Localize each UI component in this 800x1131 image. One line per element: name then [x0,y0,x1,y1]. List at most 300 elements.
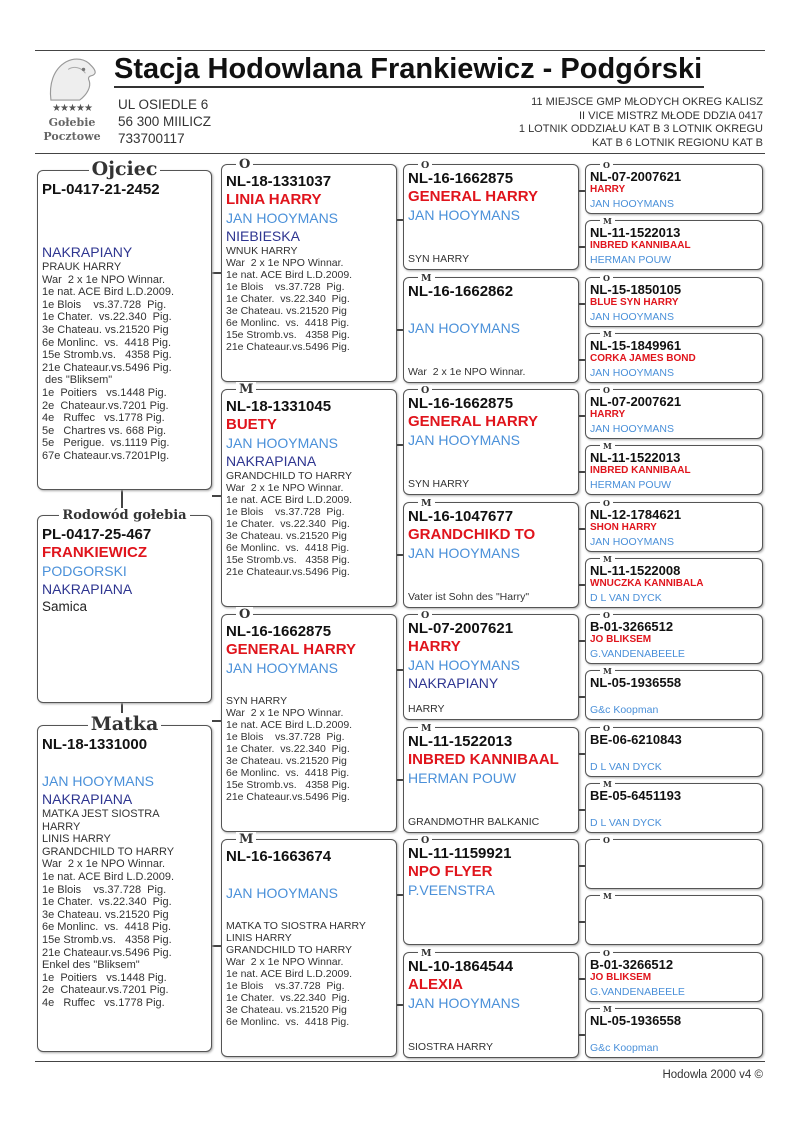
legend-wrap [418,833,432,845]
sex-legend: O [600,610,613,620]
note-line: 3e Chateau. vs.21520 Pig [42,908,169,921]
owner: PODGORSKI [42,563,127,579]
legend-wrap [418,721,435,733]
ring-number: NL-15-1850105 [590,282,682,297]
legend-wrap [236,606,253,622]
great-grandmother-card[interactable] [403,498,579,608]
owner: HERMAN POUW [590,254,672,266]
card-content [590,169,759,211]
note-line: HARRY [42,820,81,833]
owner: JAN HOOYMANS [226,885,339,901]
owner: JAN HOOYMANS [590,198,675,210]
owner: JAN HOOYMANS [590,367,675,379]
note-line: 21e Chateaur.vs.5496 Pig. [226,791,350,803]
owner: JAN HOOYMANS [408,657,521,673]
note-line: 3e Chateau. vs.21520 Pig [42,323,169,336]
note-line: 21e Chateaur.vs.5496 Pig. [226,566,350,578]
note-line: GRANDMOTHR BALKANIC [408,816,540,828]
ring-number: NL-15-1849961 [590,338,682,353]
owner: JAN HOOYMANS [226,435,339,451]
honor-line: II VICE MISTRZ MŁODE DDZIA 0417 [579,109,763,122]
legend-wrap [600,553,615,563]
note-line: 1e nat. ACE Bird L.D.2009. [42,286,175,299]
legend-wrap [600,215,615,225]
legend-wrap [600,384,613,394]
great-grandfather-card[interactable] [403,835,579,945]
ring-number: NL-16-1662875 [226,623,332,640]
legend-wrap [600,328,615,338]
gen4-cock-card[interactable] [585,160,763,214]
pigeon-color: NAKRAPIANA [226,453,317,469]
note-line: 6e Monlinc. vs. 4418 Pig. [226,1016,350,1028]
gen4-hen-card[interactable] [585,891,763,945]
pigeon-name: GENERAL HARRY [226,641,357,658]
gen4-cock-card[interactable] [585,610,763,664]
note-line: 1e Blois vs.37.728 Pig. [42,883,167,896]
gen4-hen-card[interactable] [585,216,763,270]
owner: JAN HOOYMANS [590,311,675,323]
legend-wrap [600,722,613,732]
card-content [226,623,393,829]
note-line: des "Bliksem" [42,374,113,387]
card-content [590,844,759,886]
ring-number: NL-07-2007621 [590,394,682,409]
legend-wrap [600,834,613,844]
sex-legend: M [418,273,435,284]
sex-legend: O [600,385,613,395]
owner: JAN HOOYMANS [42,773,155,789]
gen4-hen-card[interactable] [585,554,763,608]
owner: D L VAN DYCK [590,592,662,604]
gen4-cock-card[interactable] [585,273,763,327]
owner: G&c Koopman [590,704,659,716]
address-phone: 733700117 [118,131,185,146]
note-line: PRAUK HARRY [42,261,122,273]
pigeon-name: HARRY [408,638,461,655]
mother-card[interactable] [37,713,212,1052]
note-line: 1e Chater. vs.22.340 Pig. [226,518,350,530]
sex-legend: M [418,948,435,959]
ring-number: NL-11-1522013 [590,450,681,465]
note-line: 15e Stromb.vs. 4358 Pig. [226,554,350,566]
grandfather-card[interactable] [221,607,397,832]
subject-card[interactable] [37,508,212,703]
pigeon-name: INBRED KANNIBAAL [590,465,691,476]
owner: JAN HOOYMANS [226,660,339,676]
note-line: War 2 x 1e NPO Winnar. [226,707,344,719]
pigeon-color [226,902,393,920]
note-line: 15e Stromb.vs. 4358 Pig. [226,329,350,341]
card-content [590,957,759,999]
pigeon-name [590,803,759,815]
connector [212,495,221,497]
logo-text-1: Gołebie [48,116,96,129]
card-content [408,845,575,941]
note-line [408,928,575,940]
pigeon-color: NAKRAPIANY [408,675,499,691]
gen4-cock-card[interactable] [585,948,763,1002]
owner: JAN HOOYMANS [226,210,339,226]
pigeon-name [590,859,759,871]
legend-wrap [600,609,613,619]
sex-legend: M [600,1004,615,1014]
pigeon-name: SHON HARRY [590,522,657,533]
spacer [42,754,208,772]
note-line: War 2 x 1e NPO Winnar. [42,858,166,871]
note-line: 1e Poitiers vs.1448 Pig. [42,971,167,984]
legend-wrap [600,497,613,507]
sex-legend: M [236,382,256,397]
address-city: 56 300 MIILICZ [118,114,212,129]
sex-legend: O [418,610,432,621]
sex-legend: O [600,498,613,508]
note-line: 1e nat. ACE Bird L.D.2009. [42,870,175,883]
ring-number [590,844,759,859]
card-content [590,563,759,605]
note-line: War 2 x 1e NPO Winnar. [226,956,344,968]
great-grandmother-card[interactable] [403,948,579,1058]
legend-wrap [418,383,432,395]
sex-legend: O [418,385,432,396]
note-line: 21e Chateaur.vs.5496 Pig. [42,361,172,374]
spacer [42,199,208,243]
father-legend: Ojciec [89,158,161,180]
note-line: 1e nat. ACE Bird L.D.2009. [226,269,353,281]
pigeon-color [408,1012,575,1030]
card-content [590,225,759,267]
note-line: 6e Monlinc. vs. 4418 Pig. [42,921,172,934]
pigeon-name: JO BLIKSEM [590,634,652,645]
note-line: 1e nat. ACE Bird L.D.2009. [226,968,353,980]
gen4-hen-card[interactable] [585,666,763,720]
ring-number: NL-10-1864544 [408,958,514,975]
owner: P.VEENSTRA [408,882,495,898]
owner: JAN HOOYMANS [590,536,675,548]
mother-legend: Matka [88,713,162,735]
card-content [590,507,759,549]
great-grandmother-card[interactable] [403,723,579,833]
great-grandmother-card[interactable] [403,273,579,383]
sex-legend: M [236,832,256,847]
card-content [590,900,759,942]
legend-wrap [600,665,615,675]
note-line: War 2 x 1e NPO Winnar. [226,482,344,494]
pigeon-name: LINIA HARRY [226,191,322,208]
owner: JAN HOOYMANS [408,207,521,223]
owner: JAN HOOYMANS [408,995,521,1011]
owner: D L VAN DYCK [590,761,662,773]
sex-legend: M [600,779,615,789]
card-content [590,675,759,717]
gen4-cock-card[interactable] [585,835,763,889]
pigeon-name: JO BLIKSEM [590,972,652,983]
card-content [226,398,393,604]
honors [519,96,763,150]
ring-number: NL-07-2007621 [590,169,682,184]
pigeon-head-icon [44,56,100,102]
pigeon-color: NIEBIESKA [226,228,300,244]
ring-number: BE-05-6451193 [590,788,682,803]
ring-number: NL-16-1047677 [408,508,514,525]
note-line: 3e Chateau. vs.21520 Pig [226,530,347,542]
legend-wrap [600,778,615,788]
note-line: 3e Chateau. vs.21520 Pig [226,1004,347,1016]
legend-wrap [236,831,256,847]
note-line: 1e Chater. vs.22.340 Pig. [226,743,350,755]
note-line: Enkel des "Bliksem" [42,959,140,972]
ring-number: NL-16-1663674 [226,848,332,865]
card-content [408,283,575,379]
note-line: WNUK HARRY [226,245,298,257]
note-line: 15e Stromb.vs. 4358 Pig. [226,779,350,791]
card-content [590,394,759,436]
owner: G&c Koopman [590,1042,659,1054]
pigeon-name: HARRY [590,184,626,195]
card-content [408,733,575,829]
pigeon-name: WNUCZKA KANNIBALA [590,578,704,589]
pigeon-name: ALEXIA [408,976,464,993]
sex-legend: O [600,160,613,170]
pigeon-color: NAKRAPIANA [42,581,133,597]
ring-number: NL-05-1936558 [590,1013,682,1028]
ring-number: B-01-3266512 [590,619,674,634]
pigeon-name [590,747,759,759]
legend-wrap [600,1003,615,1013]
sex-legend: O [418,160,432,171]
sex-legend: O [236,607,253,622]
ring-number: NL-16-1662875 [408,395,514,412]
ring-number: B-01-3266512 [590,957,674,972]
note-line: 67e Chateaur.vs.7201PIg. [42,449,170,462]
legend-wrap [418,608,432,620]
owner: G.VANDENABEELE [590,648,685,660]
note-line: SYN HARRY [408,478,470,490]
honor-line: 1 LOTNIK ODDZIAŁU KAT B 3 LOTNIK OKREGU [518,123,763,135]
great-grandfather-card[interactable] [403,610,579,720]
legend-wrap [418,271,435,283]
gen4-hen-card[interactable] [585,441,763,495]
pigeon-color [408,787,575,805]
sex-legend: M [600,891,615,901]
card-content [590,450,759,492]
ring-number: NL-05-1936558 [590,675,682,690]
gen4-hen-card[interactable] [585,1004,763,1058]
pigeon-name [590,915,759,927]
note-line: 1e Chater. vs.22.340 Pig. [42,896,172,909]
ring-number: NL-11-1522013 [408,733,513,750]
note-line: 21e Chateaur.vs.5496 Pig. [42,946,172,959]
sex-legend: M [418,498,435,509]
sex-legend: M [418,723,435,734]
ring-number: NL-16-1662875 [408,170,514,187]
notes [42,808,208,1010]
sex-legend: O [236,157,253,172]
logo-stars: ★★★★★ [52,103,92,114]
note-line: 6e Monlinc. vs. 4418 Pig. [226,767,350,779]
pigeon-color [408,449,575,467]
card-content [590,1013,759,1055]
pigeon-name: FRANKIEWICZ [42,544,147,561]
note-line: GRANDCHILD TO HARRY [42,845,175,858]
note-line: 1e nat. ACE Bird L.D.2009. [226,719,353,731]
footer-text: Hodowla 2000 v4 © [662,1069,763,1081]
card-content [408,395,575,491]
great-grandfather-card[interactable] [403,385,579,495]
card-content [226,173,393,379]
gen4-cock-card[interactable] [585,385,763,439]
sex-legend: M [600,666,615,676]
pigeon-name [590,690,759,702]
pigeon-name: HARRY [590,409,626,420]
sex-legend: O [418,835,432,846]
pigeon-color: NAKRAPIANA [42,791,133,807]
ring-number: NL-11-1159921 [408,845,512,862]
note-line: 5e Perigue. vs.1119 Pig. [42,437,170,450]
header-rule [35,153,765,154]
owner [590,873,759,886]
honor-line: 11 MIEJSCE GMP MŁODYCH OKREG KALISZ [531,96,763,108]
ring-number: NL-11-1522008 [590,563,681,578]
pigeon-name: GRANDCHIKD TO [408,526,536,543]
ring-number: NL-16-1662862 [408,283,514,300]
notes [42,261,208,463]
legend-wrap [600,272,613,282]
legend-wrap [418,496,435,508]
note-line: 6e Monlinc. vs. 4418 Pig. [42,336,172,349]
gen4-hen-card[interactable] [585,329,763,383]
grandfather-card[interactable] [221,157,397,382]
ring-number: PL-0417-25-467 [42,526,152,543]
ring-number: NL-11-1522013 [590,225,681,240]
note-line: HARRY [408,703,445,715]
father-card[interactable] [37,158,212,490]
owner: JAN HOOYMANS [408,432,521,448]
note-line: 4e Ruffec vs.1778 Pig. [42,996,165,1009]
sex-legend: O [600,948,613,958]
note-line: War 2 x 1e NPO Winnar. [408,366,526,378]
note-line: 1e Chater. vs.22.340 Pig. [226,293,350,305]
ring-number: NL-07-2007621 [408,620,514,637]
subject-legend: Rodowód gołebia [59,508,189,523]
connector [212,945,221,947]
grandmother-card[interactable] [221,832,397,1057]
pigeon-color [408,224,575,242]
ring-number [590,900,759,915]
note-line: 1e Blois vs.37.728 Pig. [226,980,345,992]
pigeon-name: GENERAL HARRY [408,413,539,430]
note-line: 2e Chateaur.vs.7201 Pig. [42,399,169,412]
ring-number: NL-18-1331045 [226,398,332,415]
legend-wrap [236,156,253,172]
pigeon-name [226,866,393,884]
note-line: 3e Chateau. vs.21520 Pig [226,755,347,767]
gen4-hen-card[interactable] [585,779,763,833]
note-line: 2e Chateaur.vs.7201 Pig. [42,984,169,997]
gen4-cock-card[interactable] [585,723,763,777]
owner: JAN HOOYMANS [408,545,521,561]
card-content [590,732,759,774]
legend-wrap [236,381,256,397]
note-line: 15e Stromb.vs. 4358 Pig. [42,349,172,362]
honor-line: KAT B 6 LOTNIK REGIONU KAT B [592,136,763,149]
note-line: SYN HARRY [408,253,470,265]
pigeon-name: BUETY [226,416,277,433]
note-line: 6e Monlinc. vs. 4418 Pig. [226,542,350,554]
card-content [408,620,575,716]
legend-wrap [418,946,435,958]
note-line: MATKA TO SIOSTRA HARRY [226,920,366,932]
card-content [226,848,393,1054]
ring-number: NL-12-1784621 [590,507,682,522]
note-line: 4e Ruffec vs.1778 Pig. [42,412,165,425]
note-line: 1e Chater. vs.22.340 Pig. [226,992,350,1004]
pigeon-color [408,562,575,580]
great-grandfather-card[interactable] [403,160,579,270]
card-content [408,508,575,604]
note-line: 1e Blois vs.37.728 Pig. [226,281,345,293]
card-content [590,619,759,661]
page-title: Stacja Hodowlana Frankiewicz - Podgórski [114,52,704,88]
note-line: LINIS HARRY [42,833,111,846]
note-line: War 2 x 1e NPO Winnar. [42,273,166,286]
grandmother-card[interactable] [221,382,397,607]
address [118,96,211,147]
connector [121,490,123,515]
owner: D L VAN DYCK [590,817,662,829]
note-line: 1e nat. ACE Bird L.D.2009. [226,494,353,506]
sex-legend: O [600,273,613,283]
top-rule [35,50,765,51]
card-content [408,170,575,266]
address-street: UL OSIEDLE 6 [118,97,209,112]
note-line: 5e Chartres vs. 668 Pig. [42,424,167,437]
card-content [590,338,759,380]
note-line: 15e Stromb.vs. 4358 Pig. [42,933,172,946]
note-line: SIOSTRA HARRY [408,1041,493,1053]
note-line: GRANDCHILD TO HARRY [226,470,353,482]
gen4-cock-card[interactable] [585,498,763,552]
owner: JAN HOOYMANS [590,423,675,435]
legend-wrap [600,440,615,450]
note-line: War 2 x 1e NPO Winnar. [226,257,344,269]
note-line: 1e Blois vs.37.728 Pig. [226,731,345,743]
note-line: SYN HARRY [226,695,288,707]
sex-legend: O [600,835,613,845]
pigeon-name: GENERAL HARRY [408,188,539,205]
logo-text-2: Pocztowe [43,130,101,143]
pigeon-color [408,899,575,917]
note-line: MATKA JEST SIOSTRA [42,808,160,820]
sex: Samica [42,599,88,614]
pigeon-name: BLUE SYN HARRY [590,297,679,308]
pigeon-color [408,337,575,355]
pigeon-name: NPO FLYER [408,863,493,880]
logo [34,56,110,148]
note-line: GRANDCHILD TO HARRY [226,944,353,956]
owner [590,929,759,942]
legend-wrap [600,947,613,957]
connector [212,720,221,722]
note-line: 1e Blois vs.37.728 Pig. [42,298,167,311]
note-line: 1e Poitiers vs.1448 Pig. [42,386,167,399]
pigeon-name [590,1028,759,1040]
legend-wrap [600,890,615,900]
owner: JAN HOOYMANS [408,320,521,336]
owner: G.VANDENABEELE [590,986,685,998]
sex-legend: M [600,441,615,451]
note-line: 21e Chateaur.vs.5496 Pig. [226,341,350,353]
sex-legend: M [600,329,615,339]
